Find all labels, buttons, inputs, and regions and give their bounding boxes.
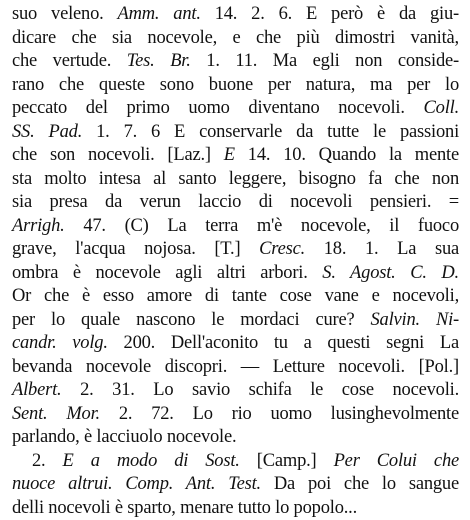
citation-abbrev: Amm. ant.: [118, 4, 201, 24]
text-line: [12, 426, 459, 450]
text-line: [12, 191, 459, 215]
text-line: [12, 332, 459, 356]
citation-abbrev: nuoce altrui. Comp. Ant. Test.: [12, 474, 261, 494]
text-run: 1. 11. Ma egli non conside-: [191, 51, 459, 71]
text-run: Or che è esso amore di tante cose vane e nocevoli,: [12, 286, 459, 306]
text-run: parlando, è lacciuolo nocevole.: [12, 427, 236, 447]
text-run: suo veleno.: [12, 4, 118, 24]
citation-abbrev: SS. Pad.: [12, 122, 82, 142]
citation-abbrev: E: [224, 145, 235, 165]
text-run: Da poi che lo sangue: [261, 474, 459, 494]
text-run: 2. 31. Lo savio schifa le cose nocevoli.: [61, 380, 459, 400]
text-line: [12, 379, 459, 403]
text-line: [12, 50, 459, 74]
text-line: [12, 3, 459, 27]
citation-abbrev: Tes. Br.: [127, 51, 191, 71]
text-run: delli nocevoli è sparto, menare tutto lo popolo...: [12, 498, 357, 518]
text-run: [Camp.]: [240, 451, 334, 471]
text-line: [12, 238, 459, 262]
text-run: 1. 7. 6 E conservarle da tutte le passioni: [82, 122, 459, 142]
text-line: [12, 356, 459, 380]
text-run: 47. (C) La terra m'è nocevole, il fuoco: [65, 216, 459, 236]
citation-abbrev: Cresc.: [259, 239, 305, 259]
text-line: [12, 285, 459, 309]
text-line: [12, 262, 459, 286]
text-line: [12, 497, 459, 520]
citation-abbrev: S. Agost. C. D.: [322, 263, 459, 283]
text-run: che son nocevoli. [Laz.]: [12, 145, 224, 165]
text-run: che vertude.: [12, 51, 127, 71]
text-run: sia presa da verun laccio di nocevoli pensieri. =: [12, 192, 459, 212]
text-run: bevanda nocevole discopri. — Letture nocevoli. [Pol.]: [12, 357, 459, 377]
sense-definition: E a modo di Sost.: [63, 451, 240, 471]
citation-abbrev: Sent. Mor.: [12, 404, 100, 424]
text-run: sta molto intesa al santo leggere, bisogno fa che non: [12, 169, 459, 189]
text-run: 14. 10. Quando la mente: [235, 145, 459, 165]
text-run: peccato del primo uomo diventano nocevoli.: [12, 98, 424, 118]
text-line: [12, 74, 459, 98]
text-run: grave, l'acqua nojosa. [T.]: [12, 239, 259, 259]
text-run: per lo quale nascono le mordaci cure?: [12, 310, 371, 330]
text-line: [12, 144, 459, 168]
sense-2-line: [12, 450, 459, 474]
text-line: [12, 403, 459, 427]
citation-abbrev: Salvin. Ni-: [371, 310, 460, 330]
text-line: [12, 121, 459, 145]
text-line: [12, 97, 459, 121]
text-line: [12, 309, 459, 333]
text-run: 200. Dell'aconito tu a questi segni La: [108, 333, 459, 353]
citation-abbrev: Arrigh.: [12, 216, 65, 236]
citation-abbrev: Coll.: [424, 98, 460, 118]
dictionary-entry-text: [12, 3, 464, 520]
sense-definition: Per Colui che: [334, 451, 459, 471]
citation-abbrev: Albert.: [12, 380, 61, 400]
text-line: [12, 473, 459, 497]
sense-number: 2.: [32, 451, 63, 471]
text-line: [12, 27, 459, 51]
text-run: rano che queste sono buone per natura, ma per lo: [12, 75, 459, 95]
text-run: 2. 72. Lo rio uomo lusinghevolmente: [100, 404, 459, 424]
text-run: 14. 2. 6. E però è da giu-: [201, 4, 459, 24]
text-run: 18. 1. La sua: [305, 239, 459, 259]
citation-abbrev: candr. volg.: [12, 333, 108, 353]
text-line: [12, 168, 459, 192]
text-line: [12, 215, 459, 239]
text-run: ombra è nocevole agli altri arbori.: [12, 263, 322, 283]
text-run: dicare che sia nocevole, e che più dimostri vanità,: [12, 28, 459, 48]
